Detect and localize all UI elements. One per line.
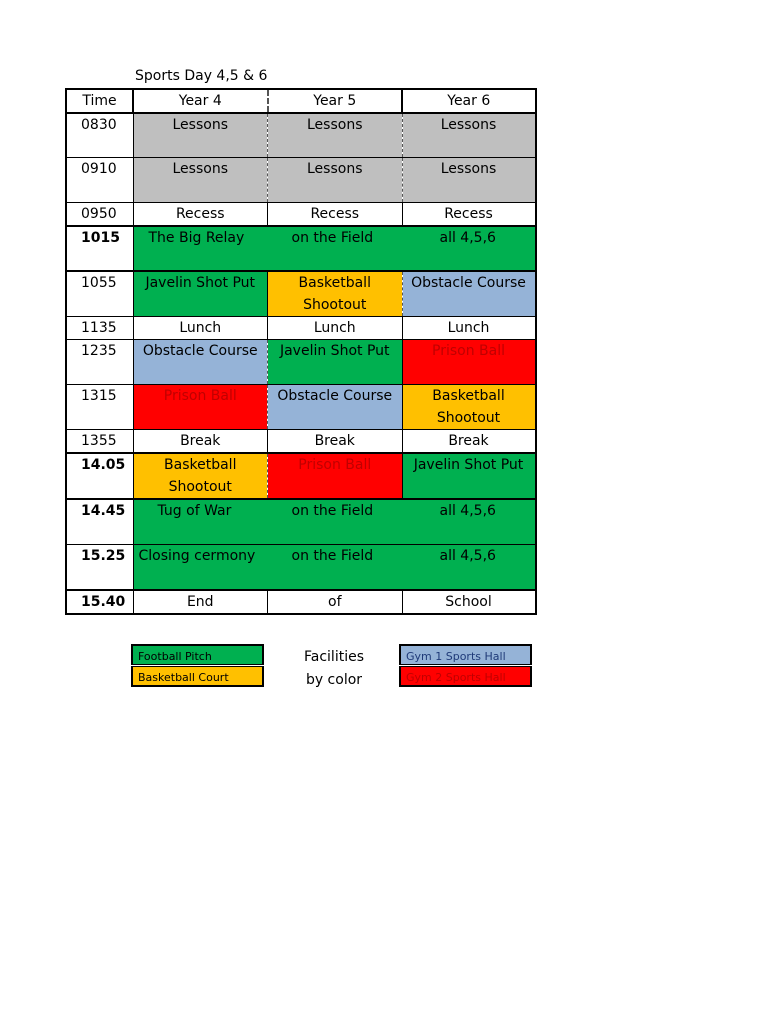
time-cell: 1355 (66, 429, 133, 453)
slot-year-6: Lessons (402, 113, 536, 157)
slot-year-5: Basketball Shootout (268, 271, 403, 317)
slot-year-5: Lessons (268, 157, 403, 202)
slot-year-6: Break (402, 429, 536, 453)
column-header-year-5: Year 5 (268, 89, 403, 113)
merged-location: on the Field (291, 548, 374, 564)
slot-year-4: Javelin Shot Put (133, 271, 268, 317)
time-cell: 0910 (66, 157, 133, 202)
table-row (66, 113, 536, 157)
slot-all-years (133, 499, 536, 545)
slot-year-4: Lessons (133, 157, 268, 202)
header-row (66, 89, 536, 113)
legend-heading-line-1: Facilities (304, 649, 364, 665)
table-row (66, 499, 536, 545)
slot-year-4: Recess (133, 202, 268, 226)
slot-year-5: Lessons (268, 113, 403, 157)
column-header-time: Time (66, 89, 133, 113)
slot-year-6: School (402, 590, 536, 614)
table-row (66, 271, 536, 317)
column-header-year-4: Year 4 (133, 89, 268, 113)
slot-year-6: Recess (402, 202, 536, 226)
page-title: Sports Day 4,5 & 6 (135, 68, 268, 84)
time-cell: 1015 (66, 226, 133, 271)
time-cell: 1235 (66, 339, 133, 384)
slot-year-5: Javelin Shot Put (268, 339, 403, 384)
legend-football-pitch: Football Pitch (131, 644, 264, 665)
slot-year-5: Recess (268, 202, 403, 226)
table-row (66, 590, 536, 614)
table-row (66, 339, 536, 384)
time-cell: 1315 (66, 384, 133, 429)
merged-activity: The Big Relay (148, 229, 245, 246)
table-row (66, 316, 536, 339)
slot-year-4: Lunch (133, 316, 268, 339)
table-row (66, 157, 536, 202)
table-row (66, 453, 536, 499)
time-cell: 1135 (66, 316, 133, 339)
column-header-year-6: Year 6 (402, 89, 536, 113)
slot-all-years (133, 545, 536, 590)
slot-year-5: of (268, 590, 403, 614)
slot-year-4: Basketball Shootout (133, 453, 268, 499)
slot-year-6: Lessons (402, 157, 536, 202)
legend-gym-1: Gym 1 Sports Hall (399, 644, 532, 665)
merged-audience: all 4,5,6 (439, 229, 496, 246)
time-cell: 0830 (66, 113, 133, 157)
time-cell: 0950 (66, 202, 133, 226)
slot-year-4: Lessons (133, 113, 268, 157)
slot-year-4: Prison Ball (133, 384, 268, 429)
table-row (66, 384, 536, 429)
table-row (66, 202, 536, 226)
slot-year-6: Basketball Shootout (402, 384, 536, 429)
table-row (66, 429, 536, 453)
slot-year-4: End (133, 590, 268, 614)
table-row (66, 226, 536, 271)
slot-year-6: Obstacle Course (402, 271, 536, 317)
legend-gym-2: Gym 2 Sports Hall (399, 666, 532, 687)
slot-year-5: Break (268, 429, 403, 453)
time-cell: 15.25 (66, 545, 133, 590)
legend-basketball-court: Basketball Court (131, 666, 264, 687)
merged-activity: Tug of War (157, 502, 232, 519)
time-cell: 14.45 (66, 499, 133, 545)
slot-year-4: Break (133, 429, 268, 453)
slot-year-5: Lunch (268, 316, 403, 339)
legend-heading-line-2: by color (305, 672, 363, 688)
slot-year-4: Obstacle Course (133, 339, 268, 384)
merged-audience: all 4,5,6 (439, 548, 496, 564)
slot-year-6: Prison Ball (402, 339, 536, 384)
legend-heading (300, 646, 368, 692)
slot-year-6: Javelin Shot Put (402, 453, 536, 499)
schedule-table (65, 88, 537, 615)
slot-year-6: Lunch (402, 316, 536, 339)
time-cell: 14.05 (66, 453, 133, 499)
time-cell: 1055 (66, 271, 133, 317)
slot-all-years (133, 226, 536, 271)
merged-location: on the Field (291, 502, 374, 519)
time-cell: 15.40 (66, 590, 133, 614)
merged-location: on the Field (291, 229, 374, 246)
merged-audience: all 4,5,6 (439, 502, 496, 519)
slot-year-5: Prison Ball (268, 453, 403, 499)
merged-activity: Closing cermony (138, 548, 256, 564)
slot-year-5: Obstacle Course (268, 384, 403, 429)
table-row (66, 545, 536, 590)
